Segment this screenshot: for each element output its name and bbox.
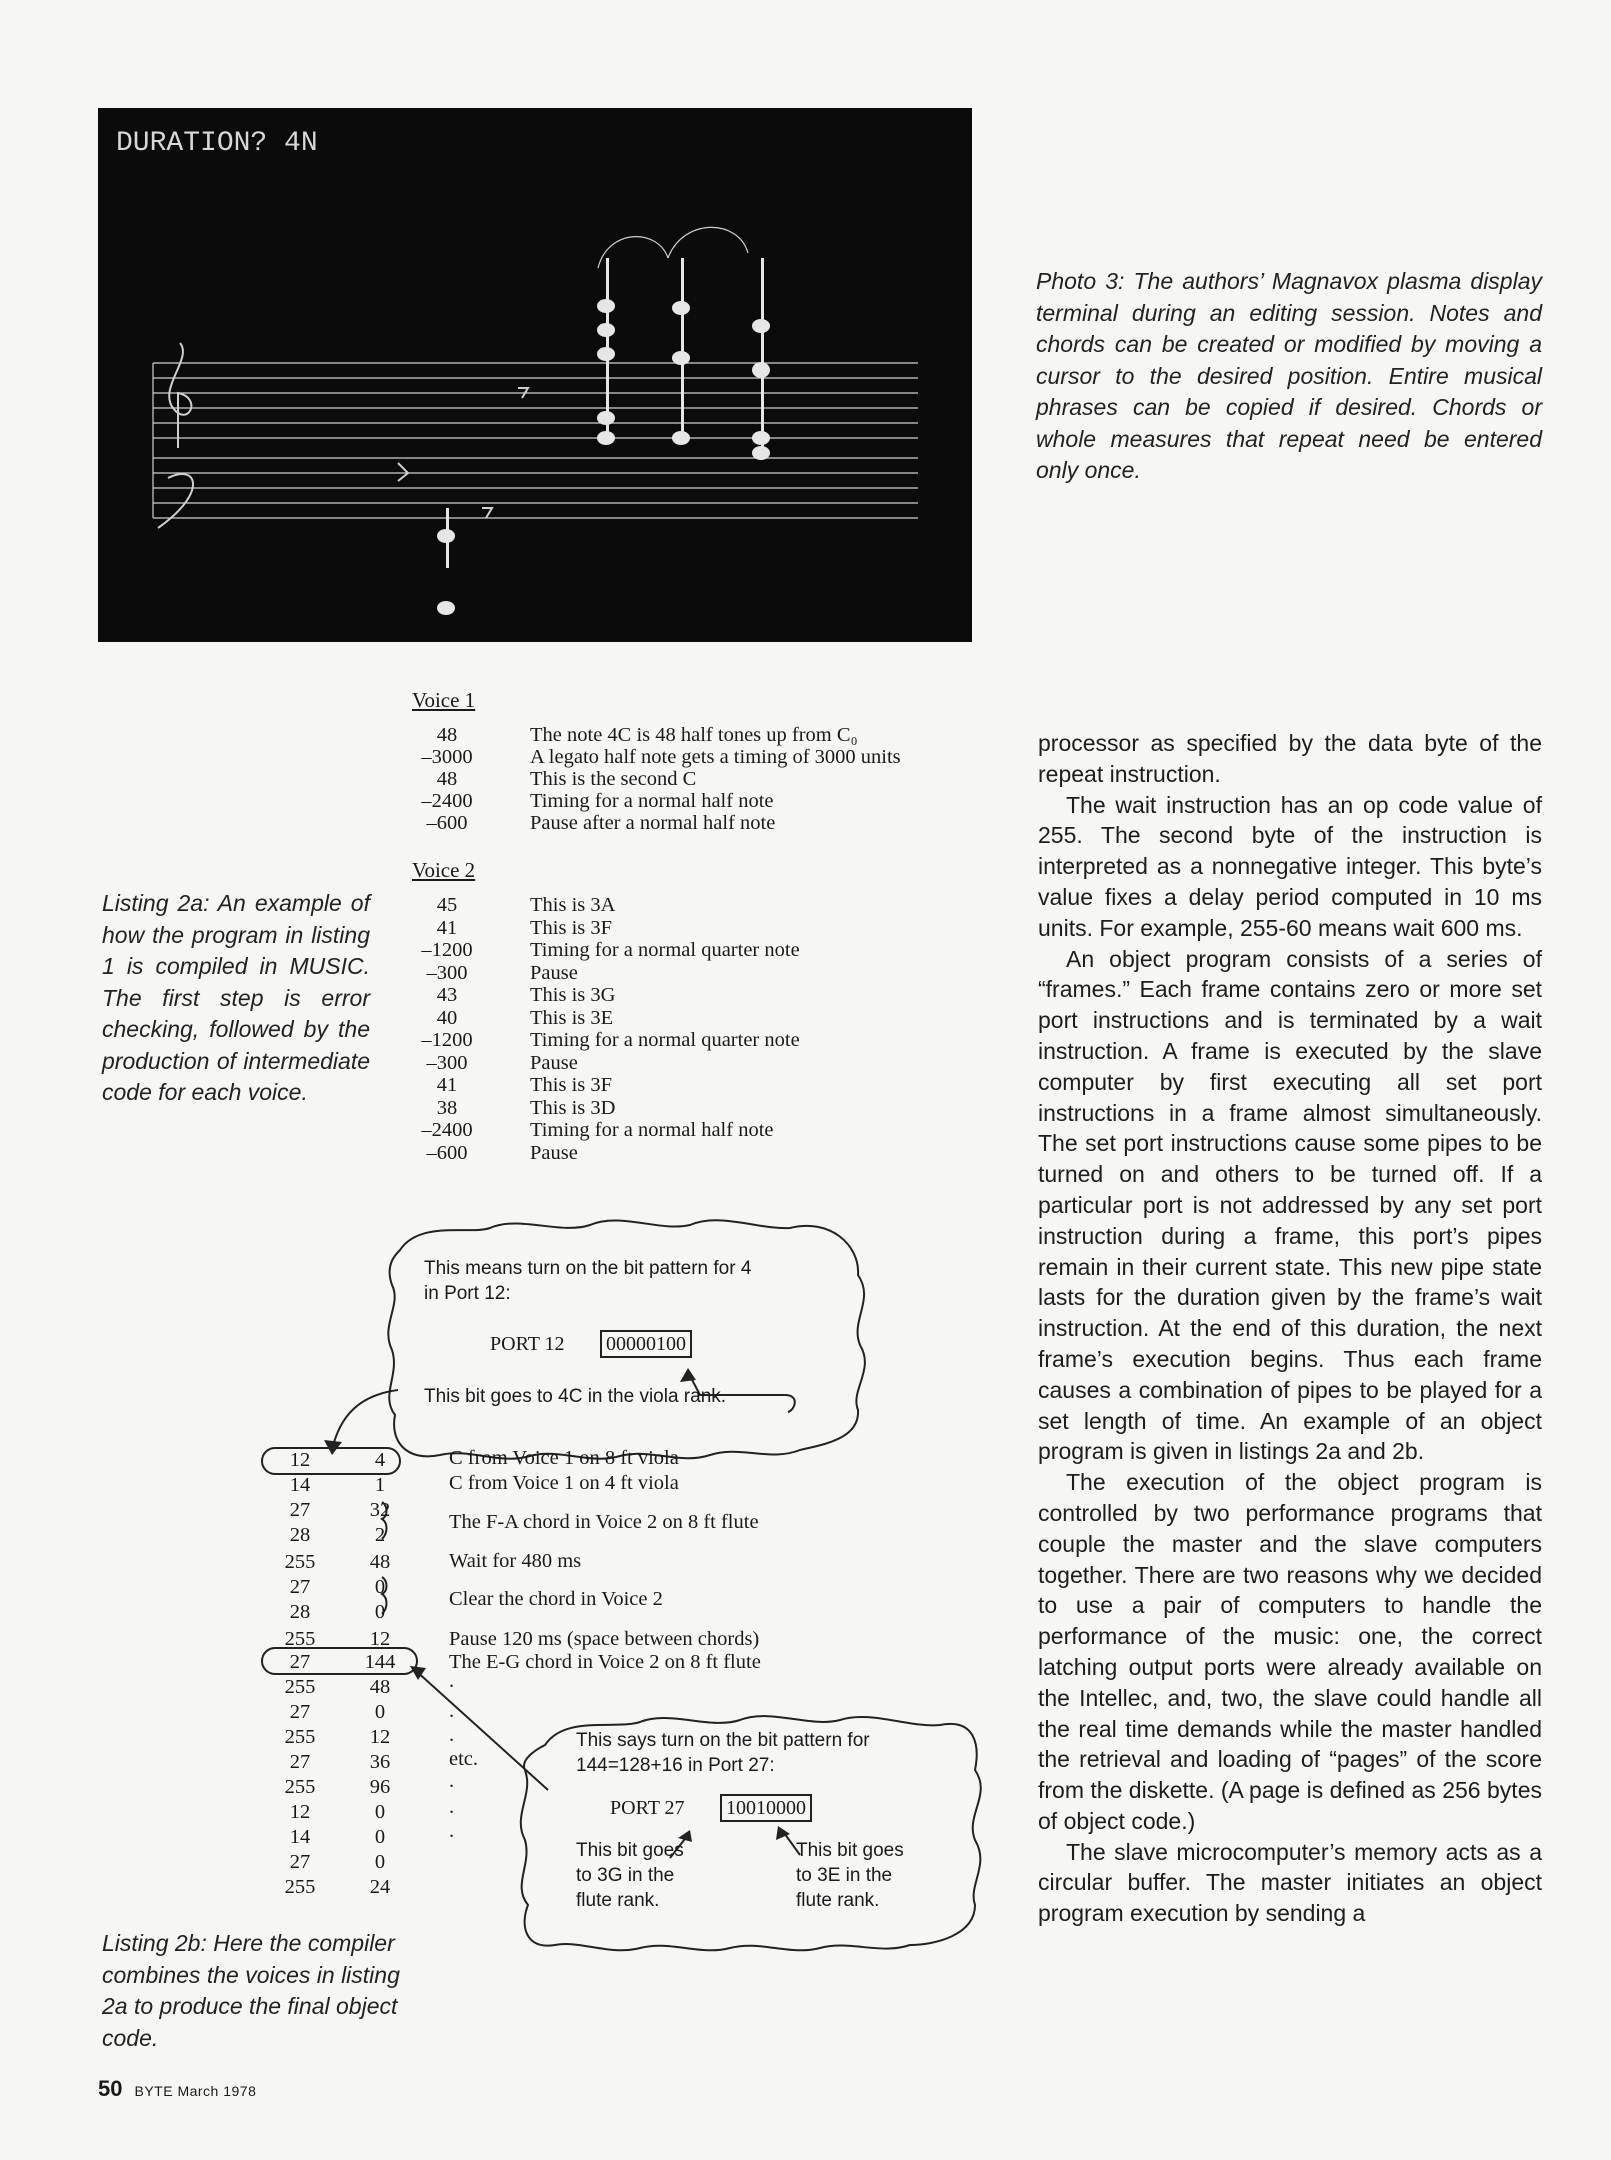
body-paragraph: processor as specified by the data byte of the repeat instruction. xyxy=(1038,730,1542,787)
voice1-description: Pause after a normal half note xyxy=(530,812,776,834)
cloud2-port-label: PORT 27 xyxy=(610,1797,685,1819)
comment-c5: Clear the chord in Voice 2 xyxy=(449,1588,663,1610)
cloud2-port-bits: 10010000 xyxy=(720,1794,812,1822)
page-number: 50 xyxy=(98,2076,123,2101)
body-paragraph: The slave microcomputer’s memory acts as a circular buffer. The master initiates an object program execution by sending a xyxy=(1038,1838,1542,1927)
cloud2-right-note-2: to 3E in the xyxy=(796,1865,893,1886)
body-paragraph: The wait instruction has an op code value of 255. The second byte of the instruction is interpreted as a nonnegative integer. This byte’s value fixes a delay period computed in 10 ms units. For example, 255-60 means wait 600 ms. xyxy=(1038,791,1542,941)
voice2-description: Pause xyxy=(530,1051,578,1074)
object-code-value: 0 xyxy=(374,1801,386,1823)
cloud2-left-note-2: to 3G in the xyxy=(576,1865,675,1886)
voice2-description: This is 3D xyxy=(530,1096,616,1119)
object-code-value: 12 xyxy=(369,1726,391,1748)
object-code-value: 4 xyxy=(374,1449,386,1471)
comment-c6: Pause 120 ms (space between chords) xyxy=(449,1628,760,1650)
voice1-value: –3000 xyxy=(421,746,473,768)
page-footer xyxy=(98,2076,256,2102)
voice2-value: 40 xyxy=(436,1006,458,1029)
object-code-value: 0 xyxy=(374,1601,386,1623)
object-code-value: 24 xyxy=(369,1876,391,1898)
object-code-value: 48 xyxy=(369,1676,391,1698)
object-code-value: 48 xyxy=(369,1551,391,1573)
voice2-description: This is 3E xyxy=(530,1006,614,1029)
comment-c1: C from Voice 1 on 8 ft viola xyxy=(449,1447,679,1469)
object-code-value: 0 xyxy=(374,1826,386,1848)
object-code-port: 27 xyxy=(289,1751,311,1773)
voice1-description: This is the second C xyxy=(530,768,697,790)
object-code-port: 27 xyxy=(289,1651,311,1673)
arrow-to-row-12 xyxy=(332,1390,398,1450)
object-code-port: 14 xyxy=(289,1474,311,1496)
voice2-description: Timing for a normal quarter note xyxy=(530,939,800,961)
voice2-value: –2400 xyxy=(421,1119,473,1141)
voice2-value: –1200 xyxy=(421,939,473,961)
object-code-port: 14 xyxy=(289,1826,311,1848)
voice2-value: 38 xyxy=(436,1096,458,1119)
cloud2-line1: This says turn on the bit pattern for xyxy=(576,1730,870,1751)
object-code-port: 27 xyxy=(289,1701,311,1723)
voice2-description: This is 3F xyxy=(530,1074,613,1096)
object-code-value: 2 xyxy=(374,1524,386,1546)
comment-dot-6: . xyxy=(449,1820,455,1842)
magazine-issue: BYTE March 1978 xyxy=(134,2083,257,2099)
voice1-description: A legato half note gets a timing of 3000 units xyxy=(530,746,901,768)
object-code-port: 12 xyxy=(289,1801,311,1823)
comment-dot-5: . xyxy=(449,1796,455,1818)
voice1-value: –600 xyxy=(426,812,468,834)
voice2-value: 45 xyxy=(436,894,458,916)
object-code-port: 255 xyxy=(284,1628,316,1650)
voice1-value: –2400 xyxy=(421,790,473,812)
comment-etc: etc. xyxy=(449,1748,479,1770)
voice1-value: 48 xyxy=(436,724,458,746)
voice2-value: –600 xyxy=(426,1141,468,1164)
object-code-port: 27 xyxy=(289,1851,311,1873)
comment-dot-4: . xyxy=(449,1770,455,1792)
voice2-description: Pause xyxy=(530,961,578,984)
voice2-value: –1200 xyxy=(421,1029,473,1051)
body-paragraph: The execution of the object program is controlled by two performance programs that couple the master and the slave computers together. There are two reasons why we decided to use a pair of computers to handle the performance of the music: one, the correct latching output ports were already available on the Intellec, and, two, the slave could handle all the real time demands while the master handled the retrieval and loading of “pages” of the score from the diskette. (A page is defined as 256 bytes of object code.) xyxy=(1038,1469,1542,1834)
cloud2-right-note-1: This bit goes xyxy=(796,1840,904,1861)
object-code-port: 255 xyxy=(284,1551,316,1573)
object-code-value: 144 xyxy=(364,1651,396,1673)
object-code-value: 12 xyxy=(369,1628,391,1650)
object-code-value: 0 xyxy=(374,1576,386,1598)
voice2-description: Timing for a normal quarter note xyxy=(530,1029,800,1051)
voice2-heading: Voice 2 xyxy=(412,858,476,882)
voice2-value: –300 xyxy=(426,1051,468,1074)
object-code-port: 27 xyxy=(289,1499,311,1521)
voice1-value: 48 xyxy=(436,768,458,790)
object-code-value: 0 xyxy=(374,1851,386,1873)
voice2-description: This is 3F xyxy=(530,916,613,939)
photo-caption: Photo 3: The authors’ Magnavox plasma display terminal during an editing session. Notes and chords can be created or modified by moving a cursor to the desired position. Entire musical phrases can be copied if desired. Chords or whole measures that repeat need be entered only once. xyxy=(1036,268,1542,483)
voice2-description: Pause xyxy=(530,1141,578,1164)
comment-dot-3: . xyxy=(449,1724,455,1746)
cloud1-line2: in Port 12: xyxy=(424,1283,511,1304)
comment-dot-1: . xyxy=(449,1670,455,1692)
voice2-description: This is 3G xyxy=(530,984,616,1006)
voice1-description: The note 4C is 48 half tones up from C₀ xyxy=(530,724,858,746)
object-code-port: 255 xyxy=(284,1776,316,1798)
object-code-value: 36 xyxy=(369,1751,391,1773)
voice2-value: 41 xyxy=(436,1074,458,1096)
voice1-heading: Voice 1 xyxy=(412,688,476,712)
screen-prompt: DURATION? 4N xyxy=(116,128,318,159)
voice2-description: Timing for a normal half note xyxy=(530,1119,774,1141)
body-paragraph: An object program consists of a series of “frames.” Each frame contains zero or more set port instructions and is terminated by a wait instruction. A frame is executed by the slave computer by first executing all set port instructions in a frame almost simultaneously. The set port instructions cause some pipes to be turned on and others to be turned off. If a particular port is not addressed by any set port instruction during a frame, this port’s pipes remain in their current state. This new pipe state lasts for the duration given by the frame’s wait instruction. At the end of this duration, the next frame’s execution begins. Thus each frame causes a combination of pipes to be played for a set length of time. An example of an object program is given in listings 2a and 2b. xyxy=(1038,945,1542,1465)
listing-2a-caption: Listing 2a: An example of how the program in listing 1 is compiled in MUSIC. The first step is error checking, followed by the production of intermediate code for each voice. xyxy=(102,890,370,1105)
voice2-value: 41 xyxy=(436,916,458,939)
comment-dot-2: . xyxy=(449,1700,455,1722)
comment-c4: Wait for 480 ms xyxy=(449,1550,582,1572)
object-code-port: 28 xyxy=(289,1601,311,1623)
voice2-description: This is 3A xyxy=(530,894,616,916)
article-body xyxy=(1038,728,1542,1929)
object-code-port: 28 xyxy=(289,1524,311,1546)
cloud2-left-note-3: flute rank. xyxy=(576,1890,660,1911)
comment-c3: The F-A chord in Voice 2 on 8 ft flute xyxy=(449,1511,759,1533)
cloud1-port-bits: 00000100 xyxy=(600,1330,692,1358)
cloud1-line1: This means turn on the bit pattern for 4 xyxy=(424,1258,752,1279)
object-code-port: 27 xyxy=(289,1576,311,1598)
voice2-value: –300 xyxy=(426,961,468,984)
cloud2-line2: 144=128+16 in Port 27: xyxy=(576,1755,775,1776)
object-code-port: 12 xyxy=(289,1449,311,1471)
cloud1-port-label: PORT 12 xyxy=(490,1333,565,1355)
object-code-value: 1 xyxy=(374,1474,386,1496)
cloud2-left-note-1: This bit goes xyxy=(576,1840,684,1861)
object-code-port: 255 xyxy=(284,1876,316,1898)
voice1-description: Timing for a normal half note xyxy=(530,790,774,812)
cloud1-note: This bit goes to 4C in the viola rank. xyxy=(424,1386,727,1407)
arrow-to-row-27-144 xyxy=(415,1670,548,1790)
object-code-port: 255 xyxy=(284,1676,316,1698)
comment-c2: C from Voice 1 on 4 ft viola xyxy=(449,1472,679,1494)
object-code-value: 0 xyxy=(374,1701,386,1723)
cloud2-right-note-3: flute rank. xyxy=(796,1890,880,1911)
object-code-port: 255 xyxy=(284,1726,316,1748)
comment-c7: The E-G chord in Voice 2 on 8 ft flute xyxy=(449,1651,761,1673)
object-code-value: 32 xyxy=(369,1499,391,1521)
voice2-value: 43 xyxy=(436,984,458,1006)
listing-2b-caption: Listing 2b: Here the compiler combines the voices in listing 2a to produce the final object code. xyxy=(102,1930,400,2051)
object-code-value: 96 xyxy=(369,1776,391,1798)
